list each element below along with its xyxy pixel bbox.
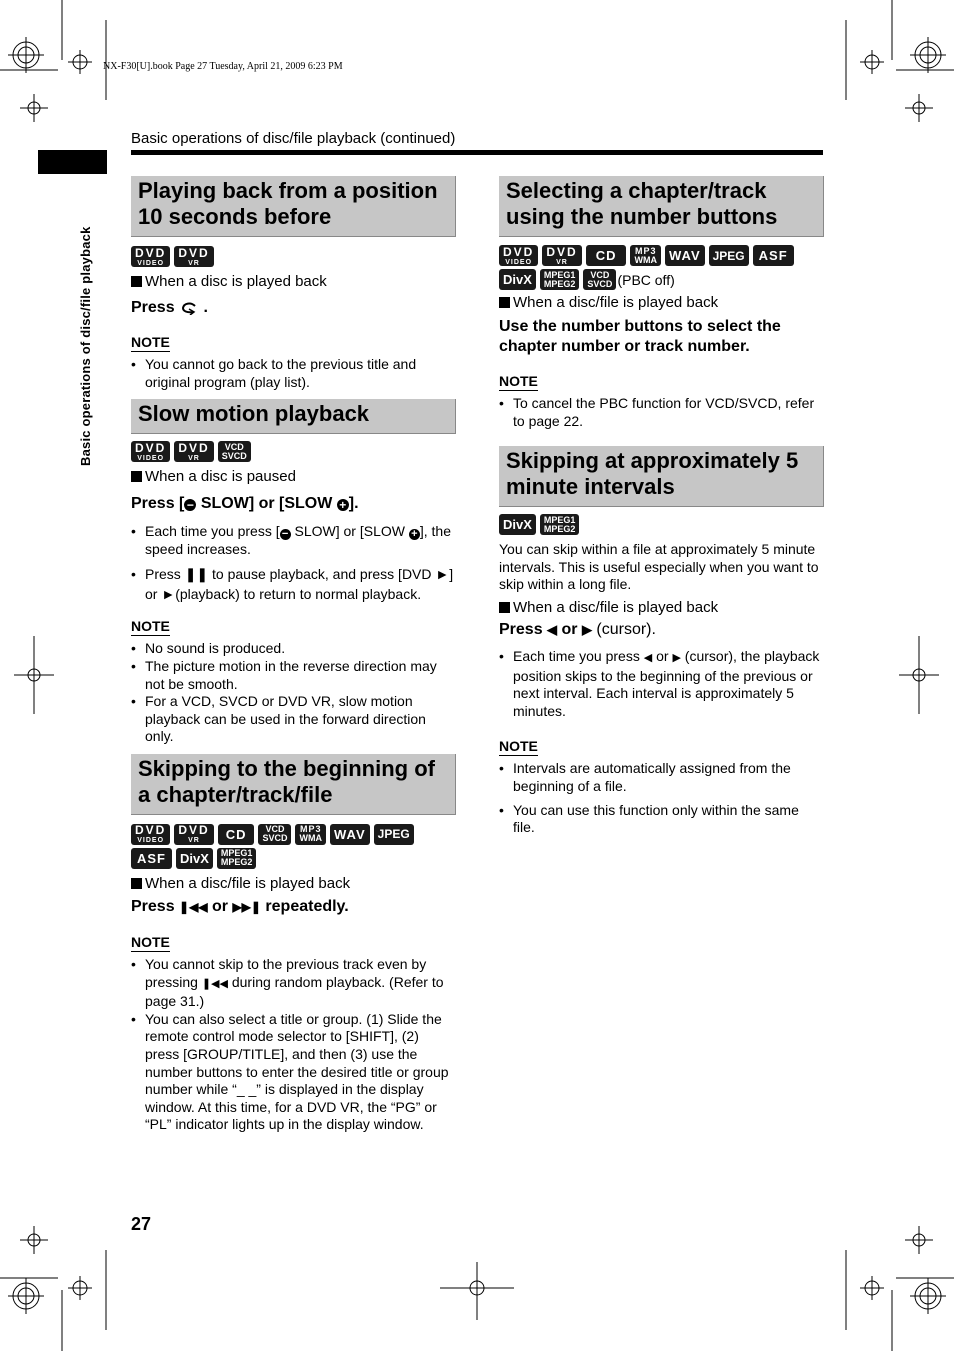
note-item: • To cancel the PBC function for VCD/SVCD, refer to page 22. [499, 395, 824, 430]
condition-text: When a disc is played back [131, 273, 456, 290]
note-item: • For a VCD, SVCD or DVD VR, slow motion playback can be used in the forward direction only. [131, 693, 456, 746]
badge-wav: WAV [665, 245, 705, 266]
condition-text: When a disc/file is played back [499, 294, 824, 311]
note-heading: NOTE [499, 373, 538, 389]
cursor-right-icon: ▶ [672, 651, 681, 664]
badge-dvd-video: DVD VIDEO [131, 246, 170, 267]
cursor-left-icon: ◀ [547, 621, 558, 637]
cursor-left-icon: ◀ [643, 651, 653, 664]
next-icon: ▶▶❚ [232, 899, 261, 914]
section-title-skip-beginning: Skipping to the beginning of a chapter/track/file [131, 754, 456, 815]
badge-cd: CD [218, 824, 255, 845]
badge-jpeg: JPEG [374, 824, 414, 845]
step-item: • Press ❚❚ to pause playback, and press [DVD ►] or ►(playback) to return to normal playback. [131, 564, 456, 604]
step-item: • Each time you press ◀ or ▶ (cursor), the playback position skips to the beginning of the previous or next interval. Each interval is approximately 5 minutes. [499, 648, 824, 720]
section-title-10-seconds-back: Playing back from a position 10 seconds before [131, 176, 456, 237]
minus-circle-icon: − [184, 499, 196, 511]
pbc-off-note: (PBC off) [617, 271, 675, 288]
plus-circle-icon: + [409, 529, 420, 540]
print-info-line: NX-F30[U].book Page 27 Tuesday, April 21, 2009 6:23 PM [103, 61, 343, 72]
right-column [499, 176, 824, 837]
condition-text: When a disc is paused [131, 468, 456, 485]
note-heading: NOTE [131, 933, 170, 950]
note-list [131, 356, 456, 391]
badge-asf: ASF [753, 245, 794, 266]
badge-dvd-vr: DVD VR [174, 441, 213, 462]
note-item: • No sound is produced. [131, 640, 456, 658]
note-item: • You can also select a title or group. (1) Slide the remote control mode selector to [SHIFT], (2) press [GROUP/TITLE], and then (3) use the number buttons to enter the desired title or group number while “_ _” is displayed in the display window. At this time, for a DVD VR, the “PG” or “PL” indicator lights up in the display window. [131, 1011, 456, 1134]
badge-vcd-svcd: VCD SVCD [218, 441, 251, 462]
header-rule [131, 150, 823, 155]
section-title-number-buttons: Selecting a chapter/track using the number buttons [499, 176, 824, 237]
note-item: • You cannot skip to the previous track even by pressing ❚◀◀ during random playback. (Refer to page 31.) [131, 956, 456, 1011]
side-tab-marker [38, 150, 107, 174]
badge-dvd-vr: DVD VR [174, 246, 213, 267]
instruction-text: Use the number buttons to select the chapter number or track number. [499, 318, 781, 355]
badge-dvd-video: DVD VIDEO [131, 441, 170, 462]
instruction-text: Press . [131, 299, 208, 316]
note-item: • You can use this function only within the same file. [499, 802, 824, 837]
instruction-text: Press ❚◀◀ or ▶▶❚ repeatedly. [131, 897, 349, 915]
previous-icon: ❚◀◀ [179, 899, 208, 914]
note-item: • You cannot go back to the previous title and original program (play list). [131, 356, 456, 391]
back-arrow-icon [179, 301, 199, 315]
pause-icon: ❚❚ [184, 566, 209, 583]
condition-text: When a disc/file is played back [131, 875, 456, 892]
instruction-text: Press [ − SLOW] or [SLOW + ]. [131, 495, 359, 513]
badge-divx: DivX [499, 269, 536, 290]
step-list [131, 523, 456, 604]
running-header: Basic operations of disc/file playback (continued) [131, 130, 456, 147]
format-badges-sec2 [131, 441, 456, 462]
badge-mp3-wma: MP3 WMA [630, 245, 661, 266]
badge-mpeg: MPEG1 MPEG2 [217, 848, 257, 869]
badge-asf: ASF [131, 848, 172, 869]
note-list [499, 395, 824, 430]
note-heading: NOTE [131, 618, 170, 635]
previous-icon: ❚◀◀ [201, 977, 228, 990]
badge-vcd-svcd: VCD SVCD [583, 269, 616, 290]
play-icon: ► [161, 586, 176, 603]
section-title-slow-motion: Slow motion playback [131, 399, 456, 434]
left-column [131, 176, 456, 1134]
intro-paragraph: You can skip within a file at approximately 5 minute intervals. This is useful especially when you want to skip within a long file. [499, 541, 819, 593]
badge-dvd-video: DVD VIDEO [499, 245, 538, 266]
badge-vcd-svcd: VCD SVCD [258, 824, 291, 845]
note-list [131, 640, 456, 746]
format-badges-sec3 [131, 824, 456, 869]
format-badges-sec1 [131, 246, 456, 267]
badge-dvd-vr: DVD VR [542, 245, 581, 266]
format-badges-sec4 [499, 245, 824, 290]
minus-circle-icon: − [280, 529, 291, 540]
side-tab-label: Basic operations of disc/file playback [78, 226, 93, 466]
badge-mp3-wma: MP3 WMA [295, 824, 326, 845]
note-item: • The picture motion in the reverse direction may not be smooth. [131, 658, 456, 693]
note-heading: NOTE [499, 738, 538, 755]
badge-wav: WAV [330, 824, 370, 845]
badge-divx: DivX [499, 514, 536, 535]
badge-mpeg: MPEG1 MPEG2 [540, 514, 580, 535]
format-badges-sec5 [499, 514, 824, 535]
condition-text: When a disc/file is played back [499, 599, 824, 616]
badge-jpeg: JPEG [709, 245, 749, 266]
note-item: • Intervals are automatically assigned from the beginning of a file. [499, 760, 824, 795]
plus-circle-icon: + [337, 499, 349, 511]
play-icon: ► [435, 566, 450, 583]
note-list [499, 760, 824, 836]
badge-dvd-vr: DVD VR [174, 824, 213, 845]
badge-divx: DivX [176, 848, 213, 869]
badge-dvd-video: DVD VIDEO [131, 824, 170, 845]
step-list [499, 648, 824, 720]
section-title-5-minute-skip: Skipping at approximately 5 minute intervals [499, 446, 824, 507]
step-item: • Each time you press [ − SLOW] or [SLOW + ], the speed increases. [131, 523, 456, 558]
badge-cd: CD [586, 245, 627, 266]
badge-mpeg: MPEG1 MPEG2 [540, 269, 580, 290]
page-number: 27 [131, 1214, 152, 1234]
cursor-right-icon: ▶ [581, 621, 592, 637]
note-heading: NOTE [131, 334, 170, 350]
instruction-text: Press ◀ or ▶ (cursor). [499, 620, 656, 638]
note-list [131, 956, 456, 1134]
